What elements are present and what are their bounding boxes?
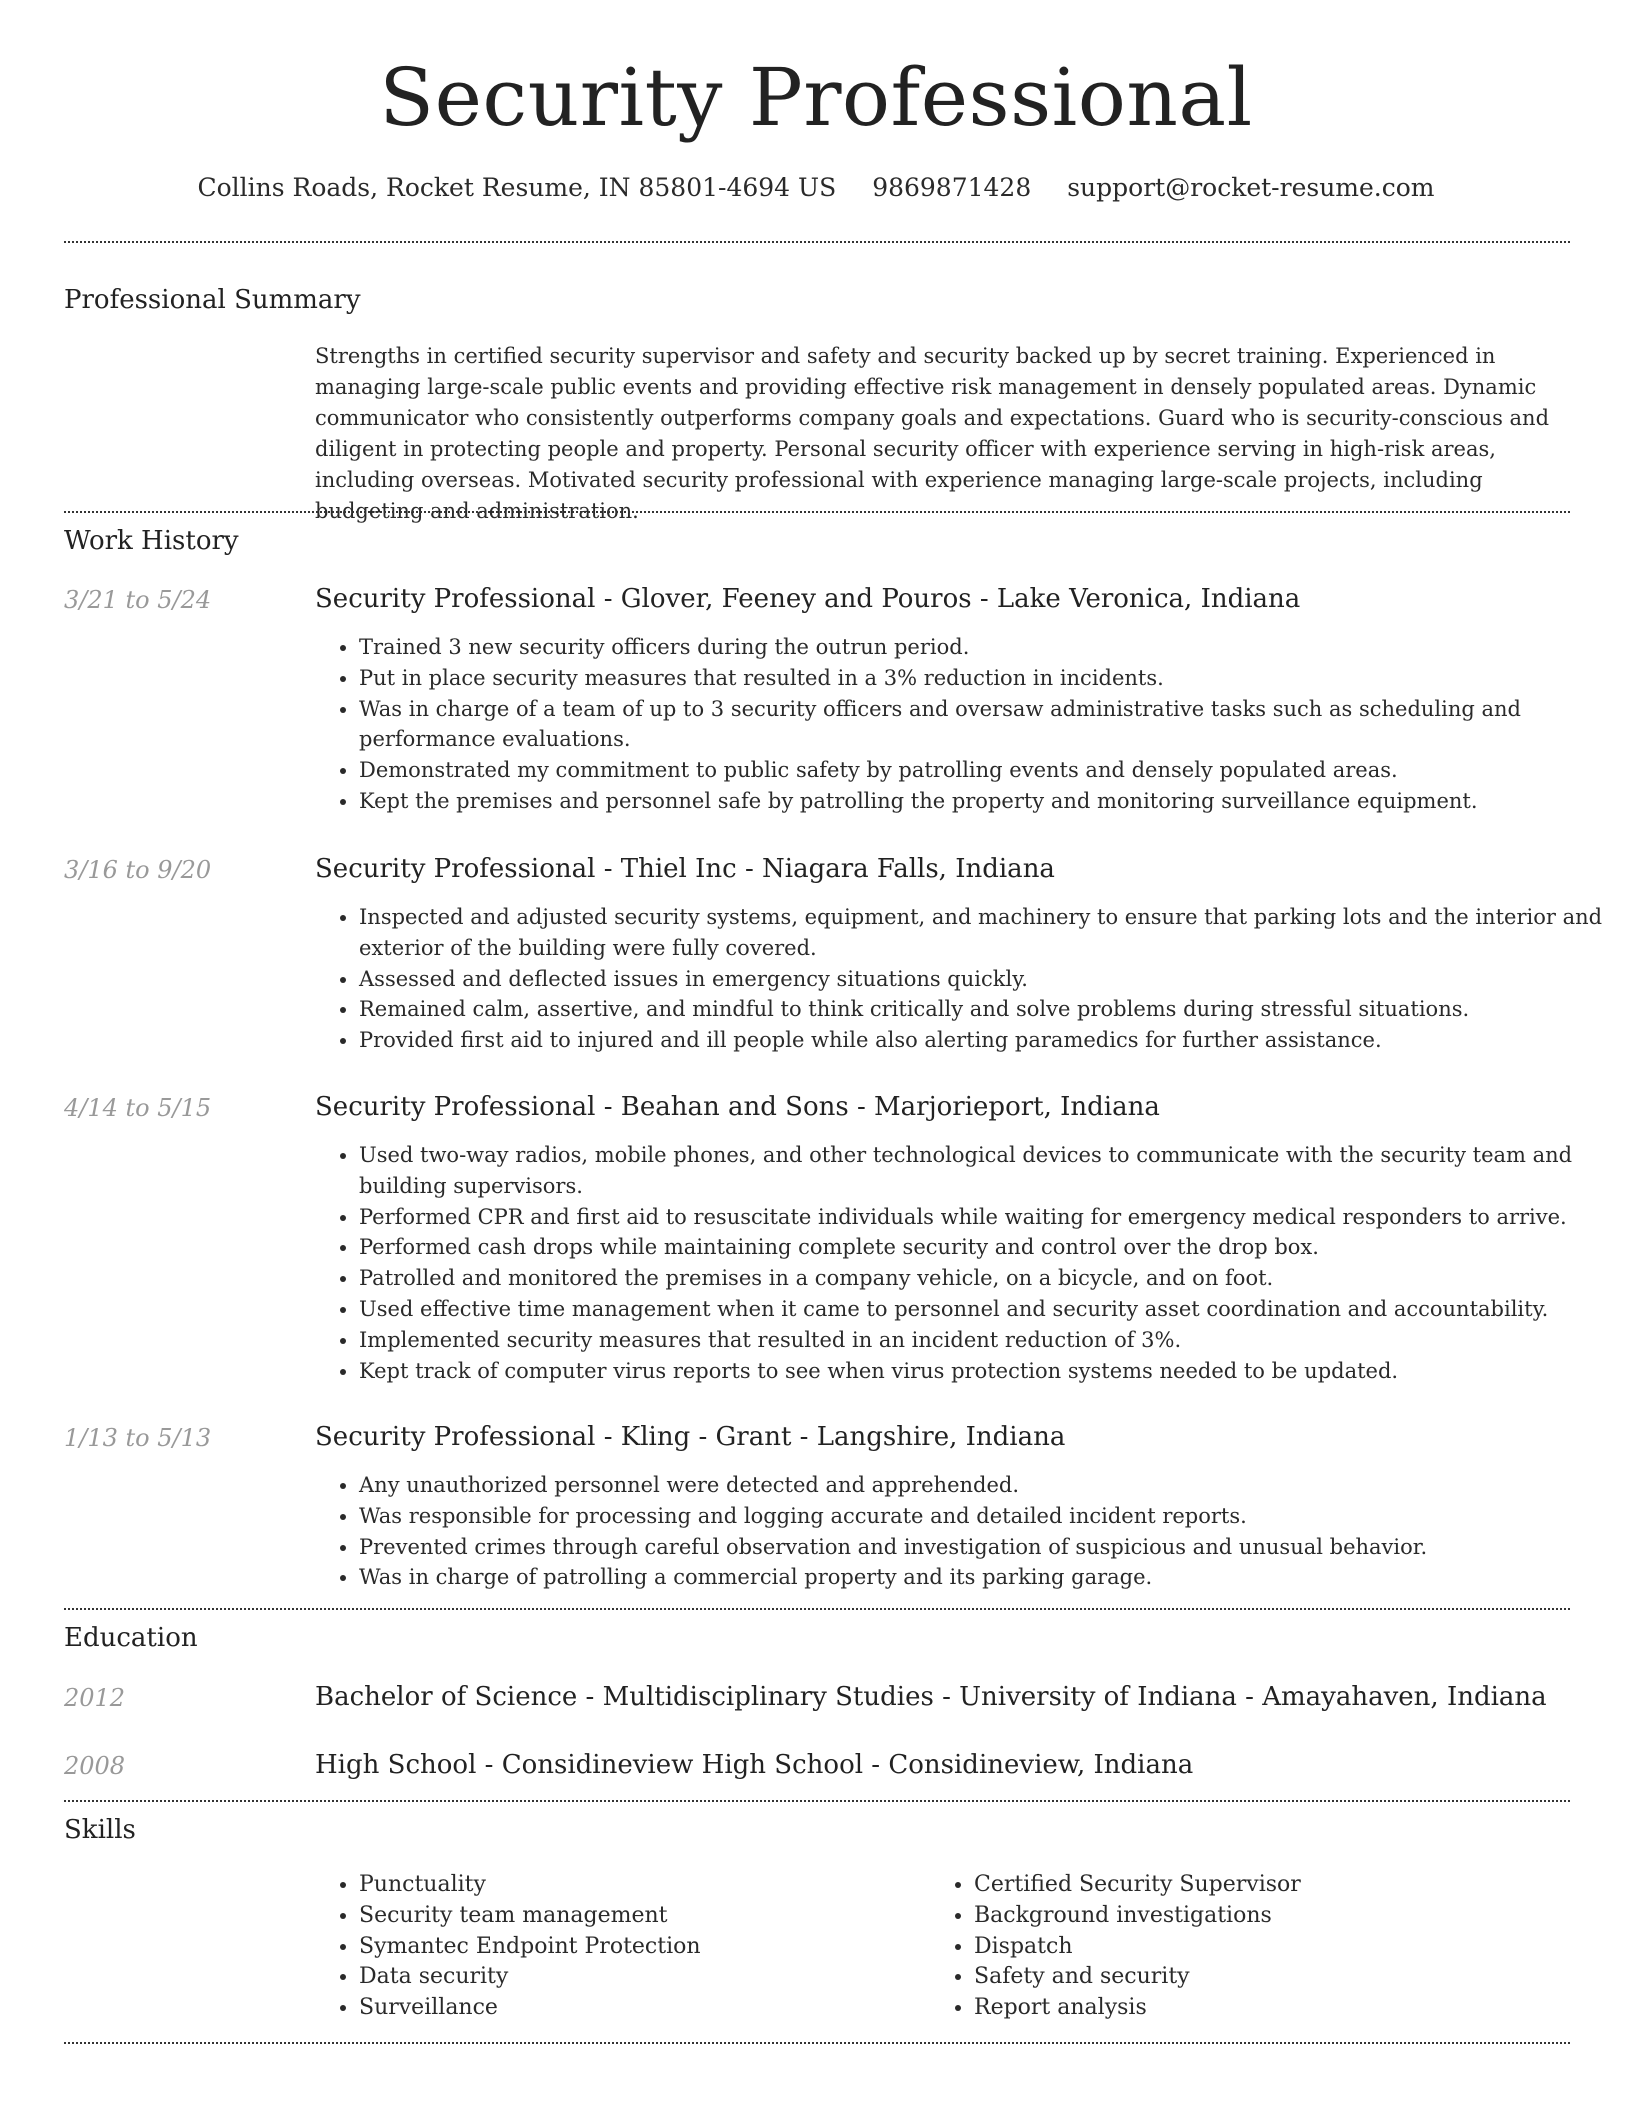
job-bullet: • Implemented security measures that resulted in an incident reduction of 3%. [359, 1325, 1614, 1356]
job-bullet: • Prevented crimes through careful observation and investigation of suspicious and unusual behavior. [359, 1532, 1614, 1563]
job-dates: 1/13 to 5/13 [64, 1424, 212, 1452]
job-title: Security Professional - Kling - Grant - Langshire, Indiana [315, 1422, 1066, 1452]
skill-item: • Safety and security [974, 1962, 1574, 1993]
skill-item: • Certified Security Supervisor [974, 1870, 1574, 1901]
job-bullet: • Performed CPR and first aid to resuscitate individuals while waiting for emergency medical responders to arrive. [359, 1202, 1614, 1233]
job-title: Security Professional - Beahan and Sons - Marjorieport, Indiana [315, 1092, 1160, 1122]
job-dates: 4/14 to 5/15 [64, 1094, 212, 1122]
job-bullet: • Remained calm, assertive, and mindful to think critically and solve problems during stressful situations. [359, 994, 1614, 1025]
skill-item: • Symantec Endpoint Protection [359, 1932, 919, 1963]
skill-item: • Report analysis [974, 1993, 1574, 2024]
job-bullet: • Patrolled and monitored the premises in a company vehicle, on a bicycle, and on foot. [359, 1263, 1614, 1294]
divider [64, 1800, 1570, 1802]
skill-item: • Security team management [359, 1901, 919, 1932]
skill-item: • Surveillance [359, 1993, 919, 2024]
skills-list-left [315, 1870, 919, 2024]
skills-heading: Skills [64, 1815, 136, 1845]
contact-line [0, 168, 1632, 208]
contact-address: Collins Roads, Rocket Resume, IN 85801-4694 US [197, 173, 837, 202]
job-bullets [315, 902, 1614, 1056]
summary-text: Strengths in certified security supervisor and safety and security backed up by secret training. Experienced in managing large-scale public events and providing effective risk management in densely populated areas. Dynamic communicator who consistently outperforms company goals and expectations. Guard who is security-conscious and diligent in protecting people and property. Personal security officer with experience serving in high-risk areas, including overseas. Motivated security professional with experience managing large-scale projects, including budgeting and administration. [315, 344, 1550, 523]
skill-item: • Data security [359, 1962, 919, 1993]
skill-item: • Background investigations [974, 1901, 1574, 1932]
job-bullets [315, 632, 1614, 817]
contact-phone: 9869871428 [872, 173, 1032, 202]
job-bullets [315, 1140, 1614, 1386]
contact-email: support@rocket-resume.com [1067, 173, 1435, 202]
job-bullet: • Put in place security measures that resulted in a 3% reduction in incidents. [359, 663, 1614, 694]
job-bullet: • Any unauthorized personnel were detected and apprehended. [359, 1470, 1614, 1501]
skill-item: • Dispatch [974, 1932, 1574, 1963]
job-title: Security Professional - Glover, Feeney and Pouros - Lake Veronica, Indiana [315, 584, 1301, 614]
job-dates: 3/21 to 5/24 [64, 586, 212, 614]
job-title: Security Professional - Thiel Inc - Niagara Falls, Indiana [315, 854, 1055, 884]
summary-heading: Professional Summary [64, 285, 361, 315]
divider [64, 241, 1570, 243]
education-year: 2012 [64, 1684, 126, 1712]
divider [64, 1608, 1570, 1610]
job-bullet: • Kept the premises and personnel safe by patrolling the property and monitoring surveillance equipment. [359, 786, 1614, 817]
job-bullet: • Demonstrated my commitment to public safety by patrolling events and densely populated areas. [359, 755, 1614, 786]
divider [64, 2042, 1570, 2044]
job-dates: 3/16 to 9/20 [64, 856, 212, 884]
education-year: 2008 [64, 1752, 126, 1780]
job-bullet: • Used effective time management when it came to personnel and security asset coordination and accountability. [359, 1294, 1614, 1325]
job-bullet: • Was in charge of patrolling a commercial property and its parking garage. [359, 1562, 1614, 1593]
education-entry: High School - Considineview High School - Considineview, Indiana [315, 1750, 1194, 1780]
job-bullet: • Used two-way radios, mobile phones, and other technological devices to communicate with the security team and building supervisors. [359, 1140, 1614, 1202]
resume-name: Security Professional [379, 51, 1253, 144]
job-bullet: • Trained 3 new security officers during the outrun period. [359, 632, 1614, 663]
job-bullet: • Kept track of computer virus reports to see when virus protection systems needed to be updated. [359, 1356, 1614, 1387]
job-bullets [315, 1470, 1614, 1593]
job-bullet: • Was in charge of a team of up to 3 security officers and oversaw administrative tasks such as scheduling and performance evaluations. [359, 694, 1614, 756]
divider [64, 511, 1570, 513]
education-heading: Education [64, 1623, 198, 1653]
skill-item: • Punctuality [359, 1870, 919, 1901]
education-entry: Bachelor of Science - Multidisciplinary Studies - University of Indiana - Amayahaven, Indiana [315, 1682, 1547, 1712]
job-bullet: • Inspected and adjusted security systems, equipment, and machinery to ensure that parking lots and the interior and exterior of the building were fully covered. [359, 902, 1614, 964]
work-history-heading: Work History [64, 526, 239, 556]
job-bullet: • Was responsible for processing and logging accurate and detailed incident reports. [359, 1501, 1614, 1532]
job-bullet: • Performed cash drops while maintaining complete security and control over the drop box. [359, 1232, 1614, 1263]
skills-list-right [930, 1870, 1574, 2024]
job-bullet: • Assessed and deflected issues in emergency situations quickly. [359, 964, 1614, 995]
job-bullet: • Provided first aid to injured and ill people while also alerting paramedics for further assistance. [359, 1025, 1614, 1056]
